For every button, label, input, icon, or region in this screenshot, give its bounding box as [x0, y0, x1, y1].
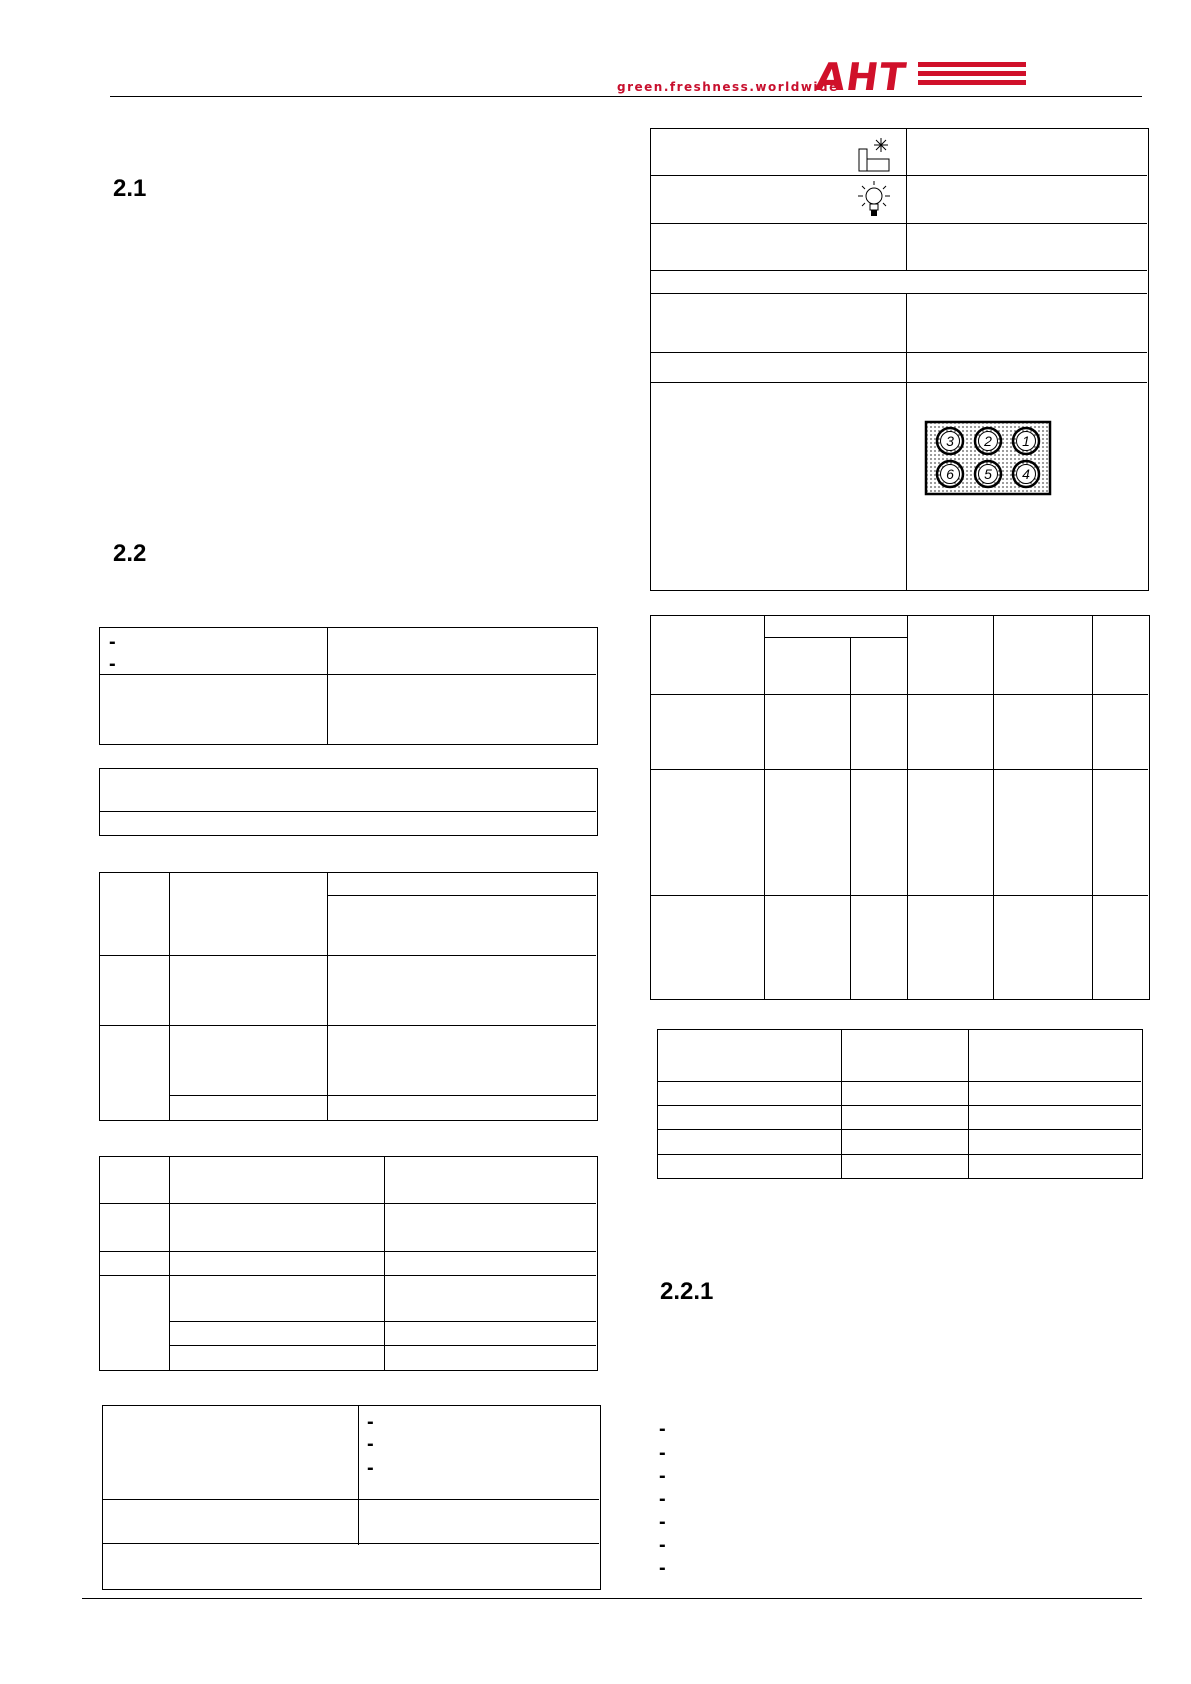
- list-dash: -: [659, 1534, 666, 1556]
- refrigeration-symbol-icon: [857, 133, 897, 173]
- header-rule: [110, 96, 1142, 97]
- section-heading-2-2: 2.2: [113, 540, 147, 567]
- table-values: [657, 1029, 1143, 1179]
- list-dash: -: [659, 1488, 666, 1510]
- connector-pin-label: 2: [984, 433, 992, 449]
- connector-pin-label: 3: [946, 433, 954, 449]
- table-dimensions: [650, 615, 1150, 1000]
- connector-pin-label: 1: [1022, 433, 1030, 449]
- list-dash: -: [367, 1433, 374, 1455]
- table-1: [99, 627, 598, 745]
- list-dash: -: [109, 653, 116, 675]
- table-symbols: [650, 128, 1149, 591]
- list-dash: -: [367, 1411, 374, 1433]
- section-heading-2-1: 2.1: [113, 175, 147, 202]
- table-2: [99, 768, 598, 836]
- list-dash: -: [659, 1465, 666, 1487]
- light-bulb-icon: [856, 179, 892, 221]
- table-3: [99, 872, 598, 1121]
- section-heading-2-2-1: 2.2.1: [660, 1278, 714, 1305]
- list-dash: -: [367, 1457, 374, 1479]
- brand-tagline: green.freshness.worldwide: [617, 80, 839, 94]
- connector-pin-label: 6: [946, 466, 954, 482]
- table-5: [102, 1405, 601, 1590]
- connector-pin-label: 5: [984, 466, 992, 482]
- connector-pin-label: 4: [1022, 466, 1030, 482]
- list-dash: -: [659, 1418, 666, 1440]
- footer-rule: [82, 1598, 1142, 1599]
- list-dash: -: [109, 631, 116, 653]
- brand-logo: AHT: [812, 55, 910, 99]
- table-4: [99, 1156, 598, 1371]
- list-dash: -: [659, 1557, 666, 1579]
- list-dash: -: [659, 1511, 666, 1533]
- six-pin-connector-icon: [925, 421, 1051, 495]
- list-dash: -: [659, 1442, 666, 1464]
